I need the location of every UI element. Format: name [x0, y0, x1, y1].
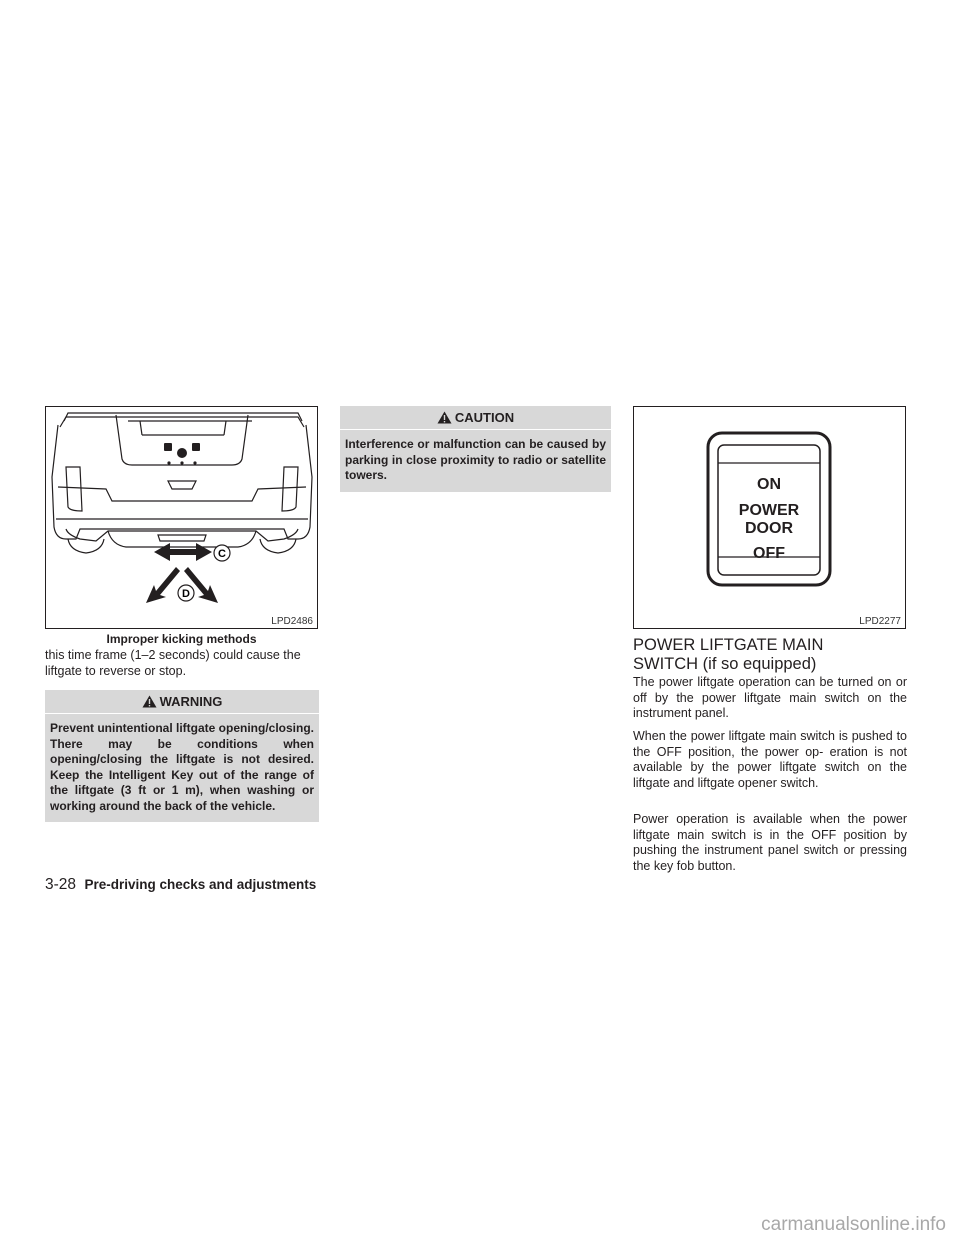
- caution-text: Interference or malfunction can be caused by parking in close proximity to radio or satellite towers.: [345, 437, 606, 482]
- switch-figure: [633, 406, 906, 629]
- page-footer: [45, 876, 316, 894]
- section-title-line-1: POWER LIFTGATE MAIN: [633, 636, 824, 654]
- body-paragraph: Power operation is available when the power liftgate main switch is in the OFF position by pushing the instrument panel switch or pressing the key fob button.: [633, 812, 907, 873]
- figure-code: LPD2277: [859, 616, 901, 627]
- figure-caption: Improper kicking methods: [106, 632, 257, 646]
- power-door-switch-illustration: [634, 407, 905, 628]
- body-paragraph: The power liftgate operation can be turned on or off by the power liftgate main switch on the instrument panel.: [633, 675, 907, 720]
- warning-triangle-icon: [142, 695, 157, 708]
- switch-on-label: ON: [757, 476, 781, 493]
- switch-door-label: DOOR: [745, 520, 793, 537]
- chapter-title: Pre-driving checks and adjustments: [84, 877, 317, 892]
- page-number: 3-28: [45, 876, 77, 893]
- body-paragraph: When the power liftgate main switch is pushed to the OFF position, the power op- eration is not available by the power liftgate switch on the liftgate and liftgate opener switch.: [633, 729, 907, 790]
- switch-off-label: OFF: [753, 545, 785, 562]
- caution-box: [340, 406, 611, 492]
- warning-text: Prevent unintentional liftgate opening/closing. There may be conditions when opening/closing the liftgate is not desired. Keep the Intelligent Key out of the range of the liftgate (3 ft or 1 m), when washing or working around the back of the vehicle.: [50, 721, 315, 813]
- caution-triangle-icon: [437, 411, 452, 424]
- section-title: [633, 636, 907, 674]
- warning-title: WARNING: [159, 694, 223, 709]
- vehicle-rear-illustration: [46, 407, 317, 628]
- watermark: carmanualsonline.info: [761, 1214, 946, 1235]
- warning-header: [45, 690, 319, 714]
- vehicle-rear-figure: [45, 406, 318, 629]
- switch-power-label: POWER: [738, 502, 800, 519]
- label-d: D: [182, 588, 190, 600]
- body-paragraph: this time frame (1–2 seconds) could cause the liftgate to reverse or stop.: [45, 648, 301, 678]
- section-title-line-2: SWITCH (if so equipped): [633, 655, 817, 673]
- figure-code: LPD2486: [271, 616, 313, 627]
- warning-box: [45, 690, 319, 822]
- caution-title: CAUTION: [454, 410, 515, 425]
- caution-header: [340, 406, 611, 430]
- label-c: C: [218, 548, 226, 560]
